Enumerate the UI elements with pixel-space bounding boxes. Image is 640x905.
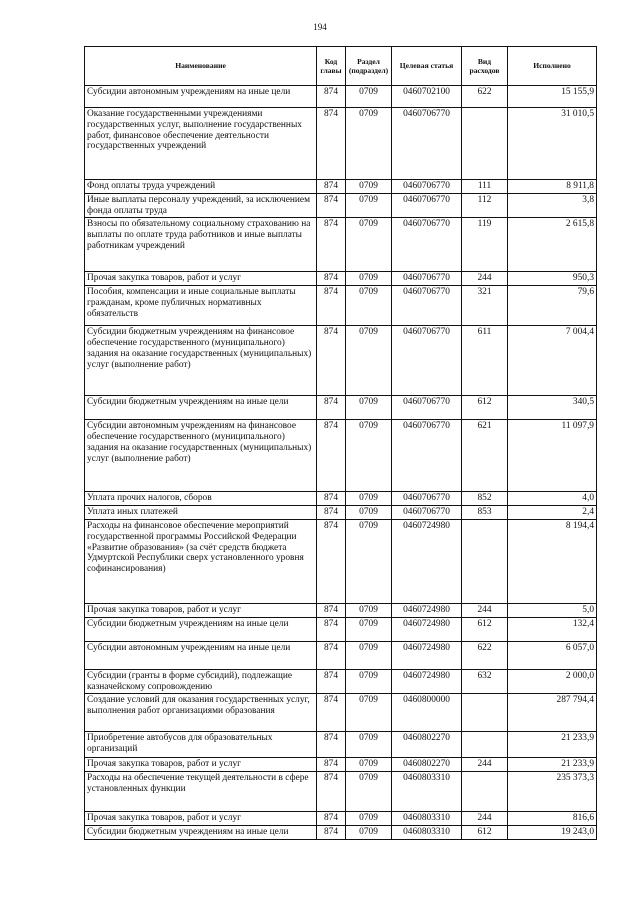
cell-code: 874	[317, 326, 346, 396]
cell-kind: 852	[462, 492, 508, 506]
cell-amount: 950,3	[508, 272, 597, 286]
cell-code: 874	[317, 420, 346, 492]
cell-amount: 5,0	[508, 603, 597, 617]
cell-amount: 132,4	[508, 617, 597, 641]
cell-target: 0460724980	[392, 519, 462, 603]
cell-name: Прочая закупка товаров, работ и услуг	[85, 758, 317, 772]
table-row	[85, 218, 597, 272]
cell-kind: 632	[462, 669, 508, 694]
cell-target: 0460803310	[392, 825, 462, 839]
cell-section: 0709	[346, 272, 392, 286]
cell-kind: 244	[462, 812, 508, 826]
table-row	[85, 193, 597, 218]
cell-target: 0460706770	[392, 218, 462, 272]
cell-target: 0460706770	[392, 326, 462, 396]
cell-code: 874	[317, 108, 346, 180]
cell-name: Создание условий для оказания государственных услуг, выполнения работ организациями образования	[85, 694, 317, 732]
cell-section: 0709	[346, 669, 392, 694]
cell-target: 0460706770	[392, 492, 462, 506]
table-row	[85, 272, 597, 286]
cell-target: 0460706770	[392, 396, 462, 420]
cell-section: 0709	[346, 732, 392, 758]
cell-kind: 112	[462, 193, 508, 218]
cell-name: Фонд оплаты труда учреждений	[85, 180, 317, 194]
table-row	[85, 180, 597, 194]
cell-target: 0460800000	[392, 694, 462, 732]
cell-kind: 622	[462, 86, 508, 108]
cell-name: Субсидии автономным учреждениям на иные цели	[85, 86, 317, 108]
header-name: Наименование	[85, 47, 317, 86]
table-body	[85, 86, 597, 840]
cell-name: Субсидии (гранты в форме субсидий), подлежащие казначейскому сопровождению	[85, 669, 317, 694]
budget-execution-table	[84, 46, 597, 840]
cell-name: Расходы на обеспечение текущей деятельности в сфере установленных функции	[85, 772, 317, 812]
cell-kind: 853	[462, 506, 508, 520]
cell-section: 0709	[346, 812, 392, 826]
cell-code: 874	[317, 180, 346, 194]
cell-name: Субсидии бюджетным учреждениям на финансовое обеспечение государственного (муниципального) задания на оказание государственных (муниципальных) услуг (выполнение работ)	[85, 326, 317, 396]
cell-target: 0460802270	[392, 758, 462, 772]
cell-section: 0709	[346, 193, 392, 218]
cell-code: 874	[317, 86, 346, 108]
cell-amount: 19 243,0	[508, 825, 597, 839]
cell-name: Субсидии бюджетным учреждениям на иные цели	[85, 617, 317, 641]
cell-section: 0709	[346, 506, 392, 520]
cell-amount: 4,0	[508, 492, 597, 506]
cell-code: 874	[317, 218, 346, 272]
cell-section: 0709	[346, 519, 392, 603]
cell-amount: 8 194,4	[508, 519, 597, 603]
table-row	[85, 108, 597, 180]
header-kind: Вид расходов	[462, 47, 508, 86]
cell-target: 0460702100	[392, 86, 462, 108]
table-row	[85, 506, 597, 520]
cell-target: 0460803310	[392, 812, 462, 826]
cell-name: Субсидии автономным учреждениям на финансовое обеспечение государственного (муниципального) задания на оказание государственных (муниципальных) услуг (выполнение работ)	[85, 420, 317, 492]
cell-section: 0709	[346, 641, 392, 669]
cell-kind	[462, 519, 508, 603]
cell-code: 874	[317, 617, 346, 641]
cell-target: 0460724980	[392, 641, 462, 669]
cell-amount: 31 010,5	[508, 108, 597, 180]
cell-kind: 611	[462, 326, 508, 396]
table-row	[85, 286, 597, 326]
table-row	[85, 519, 597, 603]
table-row	[85, 617, 597, 641]
cell-amount: 2,4	[508, 506, 597, 520]
cell-kind: 621	[462, 420, 508, 492]
cell-section: 0709	[346, 86, 392, 108]
cell-kind	[462, 694, 508, 732]
table-row	[85, 825, 597, 839]
table-row	[85, 669, 597, 694]
cell-target: 0460802270	[392, 732, 462, 758]
table-row	[85, 86, 597, 108]
cell-kind: 244	[462, 603, 508, 617]
cell-code: 874	[317, 694, 346, 732]
cell-name: Субсидии автономным учреждениям на иные цели	[85, 641, 317, 669]
cell-name: Прочая закупка товаров, работ и услуг	[85, 812, 317, 826]
table-row	[85, 603, 597, 617]
cell-name: Уплата прочих налогов, сборов	[85, 492, 317, 506]
header-code: Код главы	[317, 47, 346, 86]
table-header-row	[85, 47, 597, 86]
cell-amount: 3,8	[508, 193, 597, 218]
cell-kind: 612	[462, 617, 508, 641]
cell-section: 0709	[346, 694, 392, 732]
cell-kind: 612	[462, 396, 508, 420]
header-target: Целевая статья	[392, 47, 462, 86]
cell-amount: 340,5	[508, 396, 597, 420]
cell-name: Пособия, компенсации и иные социальные выплаты гражданам, кроме публичных нормативных обязательств	[85, 286, 317, 326]
cell-amount: 2 615,8	[508, 218, 597, 272]
cell-amount: 7 004,4	[508, 326, 597, 396]
cell-amount: 816,6	[508, 812, 597, 826]
cell-amount: 21 233,9	[508, 732, 597, 758]
cell-section: 0709	[346, 772, 392, 812]
cell-target: 0460724980	[392, 669, 462, 694]
cell-code: 874	[317, 519, 346, 603]
cell-code: 874	[317, 492, 346, 506]
cell-code: 874	[317, 812, 346, 826]
cell-code: 874	[317, 641, 346, 669]
table-row	[85, 772, 597, 812]
cell-section: 0709	[346, 758, 392, 772]
cell-target: 0460706770	[392, 180, 462, 194]
cell-kind: 244	[462, 272, 508, 286]
cell-amount: 8 911,8	[508, 180, 597, 194]
cell-section: 0709	[346, 603, 392, 617]
cell-target: 0460706770	[392, 108, 462, 180]
cell-name: Прочая закупка товаров, работ и услуг	[85, 272, 317, 286]
cell-section: 0709	[346, 492, 392, 506]
cell-name: Расходы на финансовое обеспечение мероприятий государственной программы Российской Федерации «Развитие образования» (за счёт средств бюджета Удмуртской Республики сверх установленного уровня софинансирования)	[85, 519, 317, 603]
table-row	[85, 420, 597, 492]
table-row	[85, 326, 597, 396]
cell-kind: 119	[462, 218, 508, 272]
cell-code: 874	[317, 193, 346, 218]
cell-code: 874	[317, 772, 346, 812]
cell-name: Взносы по обязательному социальному страхованию на выплаты по оплате труда работников и иные выплаты работникам учреждений	[85, 218, 317, 272]
table-row	[85, 694, 597, 732]
cell-kind: 321	[462, 286, 508, 326]
cell-section: 0709	[346, 420, 392, 492]
cell-kind: 612	[462, 825, 508, 839]
cell-name: Оказание государственными учреждениями государственных услуг, выполнение государственных работ, финансовое обеспечение деятельности государственных учреждений	[85, 108, 317, 180]
cell-code: 874	[317, 506, 346, 520]
cell-code: 874	[317, 603, 346, 617]
page-number: 194	[313, 22, 327, 32]
cell-section: 0709	[346, 617, 392, 641]
cell-kind: 111	[462, 180, 508, 194]
cell-kind: 244	[462, 758, 508, 772]
cell-amount: 21 233,9	[508, 758, 597, 772]
cell-code: 874	[317, 669, 346, 694]
table-row	[85, 758, 597, 772]
cell-name: Прочая закупка товаров, работ и услуг	[85, 603, 317, 617]
cell-amount: 6 057,0	[508, 641, 597, 669]
cell-kind: 622	[462, 641, 508, 669]
cell-name: Уплата иных платежей	[85, 506, 317, 520]
cell-name: Субсидии бюджетным учреждениям на иные цели	[85, 396, 317, 420]
table-row	[85, 492, 597, 506]
cell-kind	[462, 732, 508, 758]
cell-code: 874	[317, 396, 346, 420]
cell-name: Субсидии бюджетным учреждениям на иные цели	[85, 825, 317, 839]
cell-section: 0709	[346, 180, 392, 194]
cell-section: 0709	[346, 396, 392, 420]
cell-code: 874	[317, 732, 346, 758]
cell-code: 874	[317, 286, 346, 326]
table-row	[85, 641, 597, 669]
cell-target: 0460706770	[392, 286, 462, 326]
table-row	[85, 812, 597, 826]
cell-target: 0460724980	[392, 603, 462, 617]
cell-amount: 79,6	[508, 286, 597, 326]
cell-section: 0709	[346, 218, 392, 272]
cell-amount: 287 794,4	[508, 694, 597, 732]
cell-section: 0709	[346, 108, 392, 180]
table-row	[85, 732, 597, 758]
cell-target: 0460706770	[392, 506, 462, 520]
cell-kind	[462, 772, 508, 812]
cell-name: Иные выплаты персоналу учреждений, за исключением фонда оплаты труда	[85, 193, 317, 218]
cell-amount: 2 000,0	[508, 669, 597, 694]
cell-target: 0460706770	[392, 193, 462, 218]
cell-amount: 11 097,9	[508, 420, 597, 492]
cell-section: 0709	[346, 286, 392, 326]
table-row	[85, 396, 597, 420]
cell-code: 874	[317, 272, 346, 286]
cell-name: Приобретение автобусов для образовательных организаций	[85, 732, 317, 758]
cell-code: 874	[317, 825, 346, 839]
cell-section: 0709	[346, 326, 392, 396]
cell-target: 0460706770	[392, 420, 462, 492]
cell-amount: 235 373,3	[508, 772, 597, 812]
cell-section: 0709	[346, 825, 392, 839]
cell-kind	[462, 108, 508, 180]
header-done: Исполнено	[508, 47, 597, 86]
cell-target: 0460706770	[392, 272, 462, 286]
header-section: Раздел (подраздел)	[346, 47, 392, 86]
cell-target: 0460803310	[392, 772, 462, 812]
cell-target: 0460724980	[392, 617, 462, 641]
cell-amount: 15 155,9	[508, 86, 597, 108]
cell-code: 874	[317, 758, 346, 772]
